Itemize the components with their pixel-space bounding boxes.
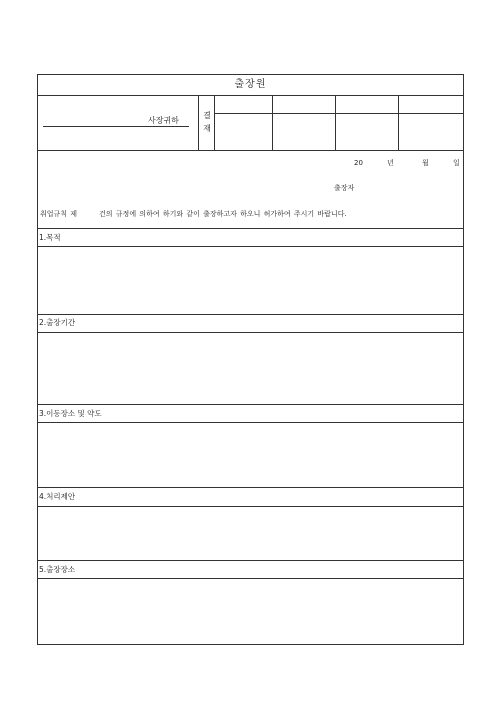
rule-statement-part: 취업규칙 제 (40, 210, 78, 218)
approval-box-divider (398, 95, 399, 150)
section-label-proposal: 4.처리제안 (39, 492, 76, 501)
approval-box-divider (335, 95, 336, 150)
date-day: 일 (453, 159, 460, 167)
divider (38, 95, 463, 96)
rule-statement (40, 209, 460, 219)
form-title: 출장원 (234, 79, 267, 90)
date-year-prefix: 20 (354, 159, 363, 167)
divider (38, 422, 463, 423)
divider (38, 332, 463, 333)
divider (214, 95, 215, 150)
date-year: 년 (387, 159, 394, 167)
applicant-label: 출장자 (334, 184, 355, 192)
divider (38, 246, 463, 247)
divider (38, 314, 463, 315)
business-trip-form (37, 74, 464, 645)
divider (38, 578, 463, 579)
approval-box-divider (272, 95, 273, 150)
addressee-label: 사장귀하 (148, 116, 179, 125)
signature-line (43, 126, 189, 127)
section-label-destination: 5.출장장소 (39, 565, 76, 574)
section-label-period: 2.출장기간 (39, 318, 76, 327)
approval-row-divider (214, 113, 463, 114)
approval-label-char: 재 (203, 124, 211, 133)
date-month: 월 (422, 159, 429, 167)
divider (38, 150, 463, 151)
section-label-route-map: 3.이동장소 및 약도 (39, 409, 102, 418)
approval-label (201, 109, 213, 135)
approval-label-char: 결 (203, 111, 211, 120)
divider (38, 560, 463, 561)
divider (38, 487, 463, 488)
divider (38, 228, 463, 229)
rule-statement-part: 건의 규정에 의하여 하기와 같이 출장하고자 하오니 허가하여 주시기 바랍니다. (99, 210, 347, 218)
section-label-purpose: 1.목적 (39, 233, 61, 242)
divider (198, 95, 199, 150)
divider (38, 404, 463, 405)
divider (38, 506, 463, 507)
